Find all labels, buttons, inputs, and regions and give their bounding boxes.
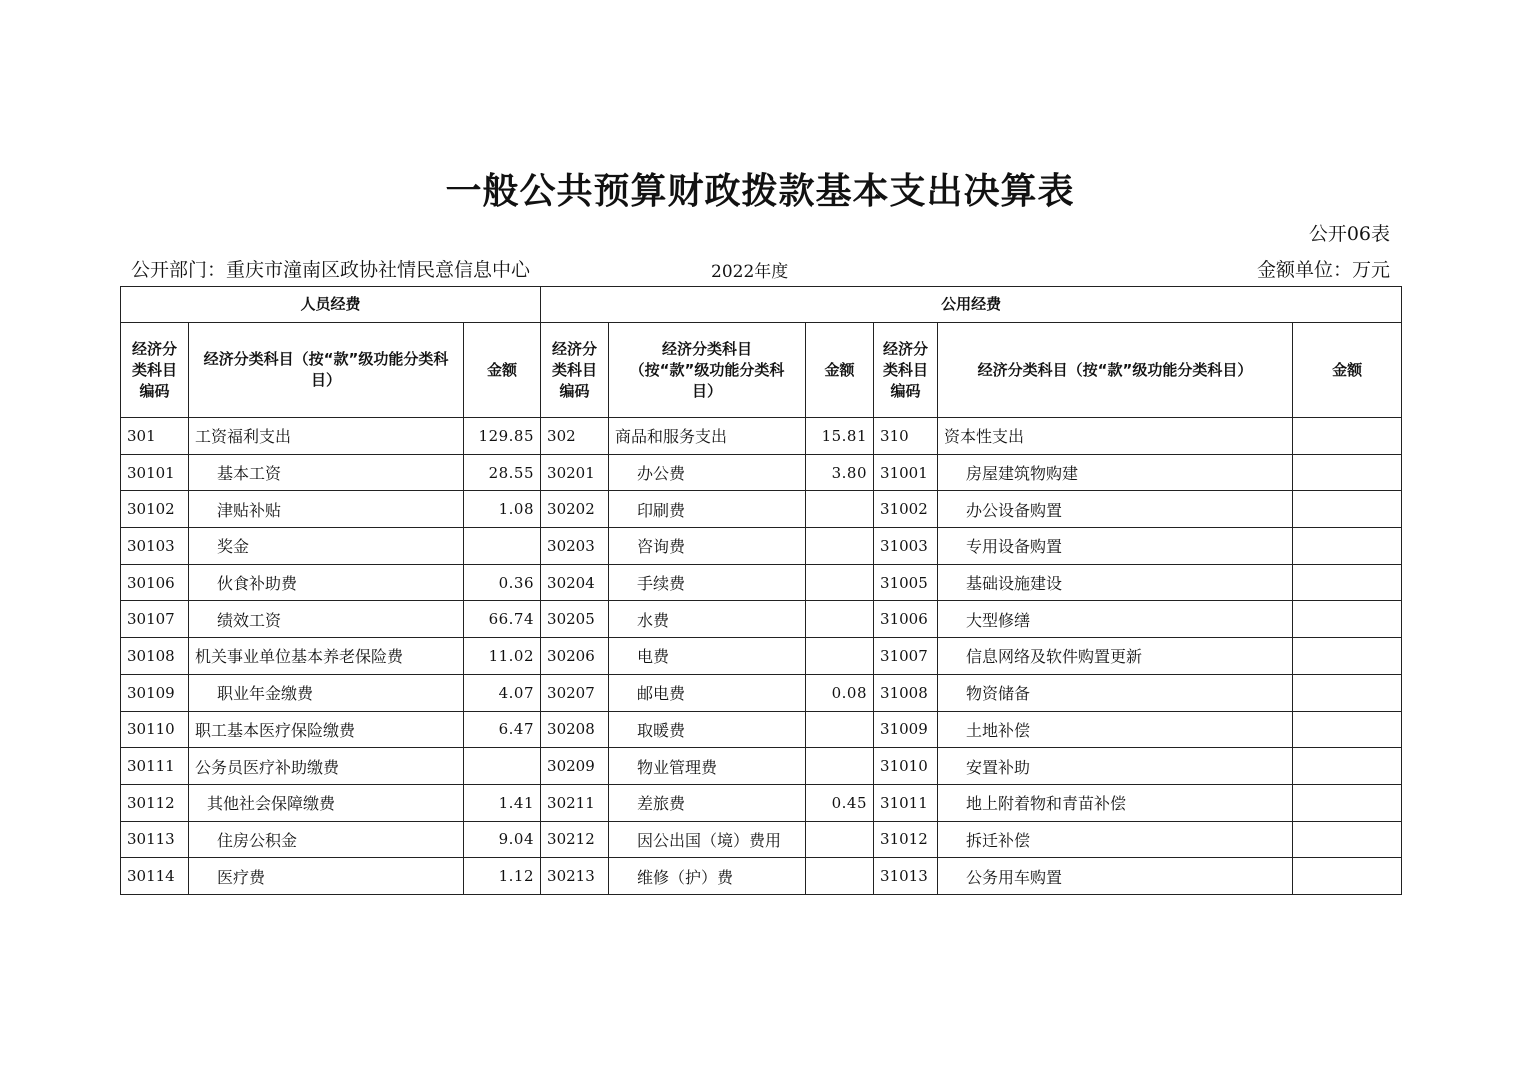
capital-name-cell: 资本性支出 bbox=[938, 418, 1293, 455]
public-name-cell: 物业管理费 bbox=[609, 748, 806, 785]
table-row bbox=[121, 638, 1402, 675]
public-code-cell: 30212 bbox=[541, 821, 609, 858]
public-name-cell: 电费 bbox=[609, 638, 806, 675]
personnel-name-cell: 津贴补贴 bbox=[189, 491, 464, 528]
personnel-code-cell: 30109 bbox=[121, 674, 189, 711]
capital-code-cell: 31007 bbox=[874, 638, 938, 675]
public-code-cell: 302 bbox=[541, 418, 609, 455]
public-name-cell: 水费 bbox=[609, 601, 806, 638]
personnel-code-cell: 30111 bbox=[121, 748, 189, 785]
personnel-amount-cell: 0.36 bbox=[464, 564, 541, 601]
capital-name-cell: 物资储备 bbox=[938, 674, 1293, 711]
public-amount-cell bbox=[806, 528, 874, 565]
header-name: 经济分类科目（按“款”级功能分类科目） bbox=[189, 323, 464, 418]
personnel-name-cell: 职工基本医疗保险缴费 bbox=[189, 711, 464, 748]
capital-code-cell: 31011 bbox=[874, 784, 938, 821]
capital-code-cell: 310 bbox=[874, 418, 938, 455]
capital-name-cell: 地上附着物和青苗补偿 bbox=[938, 784, 1293, 821]
table-number: 公开06表 bbox=[1308, 223, 1390, 245]
personnel-amount-cell: 1.41 bbox=[464, 784, 541, 821]
personnel-name-cell: 其他社会保障缴费 bbox=[189, 784, 464, 821]
personnel-amount-cell bbox=[464, 528, 541, 565]
table-row bbox=[121, 784, 1402, 821]
public-amount-cell bbox=[806, 638, 874, 675]
personnel-amount-cell: 1.12 bbox=[464, 858, 541, 895]
personnel-code-cell: 30108 bbox=[121, 638, 189, 675]
capital-code-cell: 31010 bbox=[874, 748, 938, 785]
personnel-amount-cell: 28.55 bbox=[464, 454, 541, 491]
capital-code-cell: 31001 bbox=[874, 454, 938, 491]
capital-name-cell: 拆迁补偿 bbox=[938, 821, 1293, 858]
personnel-name-cell: 基本工资 bbox=[189, 454, 464, 491]
public-code-cell: 30203 bbox=[541, 528, 609, 565]
capital-amount-cell bbox=[1293, 601, 1402, 638]
public-name-cell: 因公出国（境）费用 bbox=[609, 821, 806, 858]
public-code-cell: 30209 bbox=[541, 748, 609, 785]
personnel-code-cell: 30112 bbox=[121, 784, 189, 821]
table-row bbox=[121, 858, 1402, 895]
personnel-name-cell: 奖金 bbox=[189, 528, 464, 565]
personnel-name-cell: 工资福利支出 bbox=[189, 418, 464, 455]
capital-amount-cell bbox=[1293, 564, 1402, 601]
department-label: 公开部门：重庆市潼南区政协社情民意信息中心 bbox=[131, 259, 531, 281]
public-amount-cell: 0.08 bbox=[806, 674, 874, 711]
personnel-amount-cell: 66.74 bbox=[464, 601, 541, 638]
public-amount-cell: 3.80 bbox=[806, 454, 874, 491]
public-code-cell: 30202 bbox=[541, 491, 609, 528]
public-code-cell: 30206 bbox=[541, 638, 609, 675]
personnel-name-cell: 职业年金缴费 bbox=[189, 674, 464, 711]
table-row bbox=[121, 491, 1402, 528]
public-name-cell: 商品和服务支出 bbox=[609, 418, 806, 455]
capital-name-cell: 基础设施建设 bbox=[938, 564, 1293, 601]
personnel-name-cell: 伙食补助费 bbox=[189, 564, 464, 601]
public-amount-cell bbox=[806, 564, 874, 601]
capital-amount-cell bbox=[1293, 454, 1402, 491]
public-amount-cell bbox=[806, 601, 874, 638]
public-code-cell: 30208 bbox=[541, 711, 609, 748]
public-name-cell: 办公费 bbox=[609, 454, 806, 491]
capital-name-cell: 大型修缮 bbox=[938, 601, 1293, 638]
capital-code-cell: 31006 bbox=[874, 601, 938, 638]
public-code-cell: 30211 bbox=[541, 784, 609, 821]
header-code: 经济分类科目编码 bbox=[541, 323, 609, 418]
capital-name-cell: 安置补助 bbox=[938, 748, 1293, 785]
capital-name-cell: 公务用车购置 bbox=[938, 858, 1293, 895]
personnel-amount-cell: 11.02 bbox=[464, 638, 541, 675]
public-name-cell: 印刷费 bbox=[609, 491, 806, 528]
public-code-cell: 30204 bbox=[541, 564, 609, 601]
personnel-code-cell: 30107 bbox=[121, 601, 189, 638]
public-code-cell: 30213 bbox=[541, 858, 609, 895]
public-amount-cell bbox=[806, 711, 874, 748]
personnel-name-cell: 公务员医疗补助缴费 bbox=[189, 748, 464, 785]
personnel-code-cell: 30102 bbox=[121, 491, 189, 528]
page-title: 一般公共预算财政拨款基本支出决算表 bbox=[445, 171, 1075, 212]
capital-name-cell: 专用设备购置 bbox=[938, 528, 1293, 565]
capital-name-cell: 办公设备购置 bbox=[938, 491, 1293, 528]
personnel-amount-cell: 1.08 bbox=[464, 491, 541, 528]
header-code: 经济分类科目编码 bbox=[874, 323, 938, 418]
capital-code-cell: 31012 bbox=[874, 821, 938, 858]
public-amount-cell bbox=[806, 491, 874, 528]
personnel-amount-cell bbox=[464, 748, 541, 785]
capital-code-cell: 31005 bbox=[874, 564, 938, 601]
table-row bbox=[121, 711, 1402, 748]
capital-name-cell: 房屋建筑物购建 bbox=[938, 454, 1293, 491]
personnel-code-cell: 30114 bbox=[121, 858, 189, 895]
capital-amount-cell bbox=[1293, 784, 1402, 821]
table-row bbox=[121, 418, 1402, 455]
section-personnel: 人员经费 bbox=[121, 287, 541, 323]
header-name: 经济分类科目（按“款”级功能分类科目） bbox=[938, 323, 1293, 418]
personnel-code-cell: 30101 bbox=[121, 454, 189, 491]
public-code-cell: 30207 bbox=[541, 674, 609, 711]
fiscal-year: 2022年度 bbox=[711, 262, 789, 282]
personnel-name-cell: 机关事业单位基本养老保险费 bbox=[189, 638, 464, 675]
capital-amount-cell bbox=[1293, 711, 1402, 748]
amount-unit: 金额单位：万元 bbox=[1256, 259, 1390, 281]
header-amount: 金额 bbox=[464, 323, 541, 418]
personnel-amount-cell: 9.04 bbox=[464, 821, 541, 858]
header-amount: 金额 bbox=[806, 323, 874, 418]
public-name-cell: 差旅费 bbox=[609, 784, 806, 821]
capital-amount-cell bbox=[1293, 528, 1402, 565]
public-name-cell: 维修（护）费 bbox=[609, 858, 806, 895]
table-row bbox=[121, 454, 1402, 491]
header-code: 经济分类科目编码 bbox=[121, 323, 189, 418]
table-row bbox=[121, 601, 1402, 638]
public-amount-cell: 0.45 bbox=[806, 784, 874, 821]
table-row bbox=[121, 748, 1402, 785]
capital-code-cell: 31002 bbox=[874, 491, 938, 528]
personnel-name-cell: 绩效工资 bbox=[189, 601, 464, 638]
public-name-cell: 咨询费 bbox=[609, 528, 806, 565]
header-name: 经济分类科目（按“款”级功能分类科目） bbox=[609, 323, 806, 418]
public-code-cell: 30201 bbox=[541, 454, 609, 491]
personnel-code-cell: 30103 bbox=[121, 528, 189, 565]
table-row bbox=[121, 674, 1402, 711]
capital-amount-cell bbox=[1293, 821, 1402, 858]
public-amount-cell bbox=[806, 821, 874, 858]
personnel-code-cell: 30106 bbox=[121, 564, 189, 601]
public-name-cell: 手续费 bbox=[609, 564, 806, 601]
personnel-amount-cell: 129.85 bbox=[464, 418, 541, 455]
personnel-code-cell: 301 bbox=[121, 418, 189, 455]
personnel-amount-cell: 4.07 bbox=[464, 674, 541, 711]
public-amount-cell: 15.81 bbox=[806, 418, 874, 455]
capital-code-cell: 31008 bbox=[874, 674, 938, 711]
table-row bbox=[121, 564, 1402, 601]
expenditure-table bbox=[120, 286, 1402, 895]
table-row bbox=[121, 821, 1402, 858]
table-row bbox=[121, 528, 1402, 565]
section-public: 公用经费 bbox=[541, 287, 1402, 323]
capital-amount-cell bbox=[1293, 748, 1402, 785]
capital-code-cell: 31013 bbox=[874, 858, 938, 895]
header-amount: 金额 bbox=[1293, 323, 1402, 418]
capital-amount-cell bbox=[1293, 858, 1402, 895]
capital-code-cell: 31009 bbox=[874, 711, 938, 748]
capital-name-cell: 土地补偿 bbox=[938, 711, 1293, 748]
public-name-cell: 邮电费 bbox=[609, 674, 806, 711]
capital-name-cell: 信息网络及软件购置更新 bbox=[938, 638, 1293, 675]
public-code-cell: 30205 bbox=[541, 601, 609, 638]
personnel-name-cell: 医疗费 bbox=[189, 858, 464, 895]
public-name-cell: 取暖费 bbox=[609, 711, 806, 748]
public-amount-cell bbox=[806, 858, 874, 895]
capital-amount-cell bbox=[1293, 674, 1402, 711]
capital-code-cell: 31003 bbox=[874, 528, 938, 565]
personnel-code-cell: 30113 bbox=[121, 821, 189, 858]
capital-amount-cell bbox=[1293, 491, 1402, 528]
personnel-amount-cell: 6.47 bbox=[464, 711, 541, 748]
public-amount-cell bbox=[806, 748, 874, 785]
personnel-name-cell: 住房公积金 bbox=[189, 821, 464, 858]
capital-amount-cell bbox=[1293, 418, 1402, 455]
capital-amount-cell bbox=[1293, 638, 1402, 675]
personnel-code-cell: 30110 bbox=[121, 711, 189, 748]
